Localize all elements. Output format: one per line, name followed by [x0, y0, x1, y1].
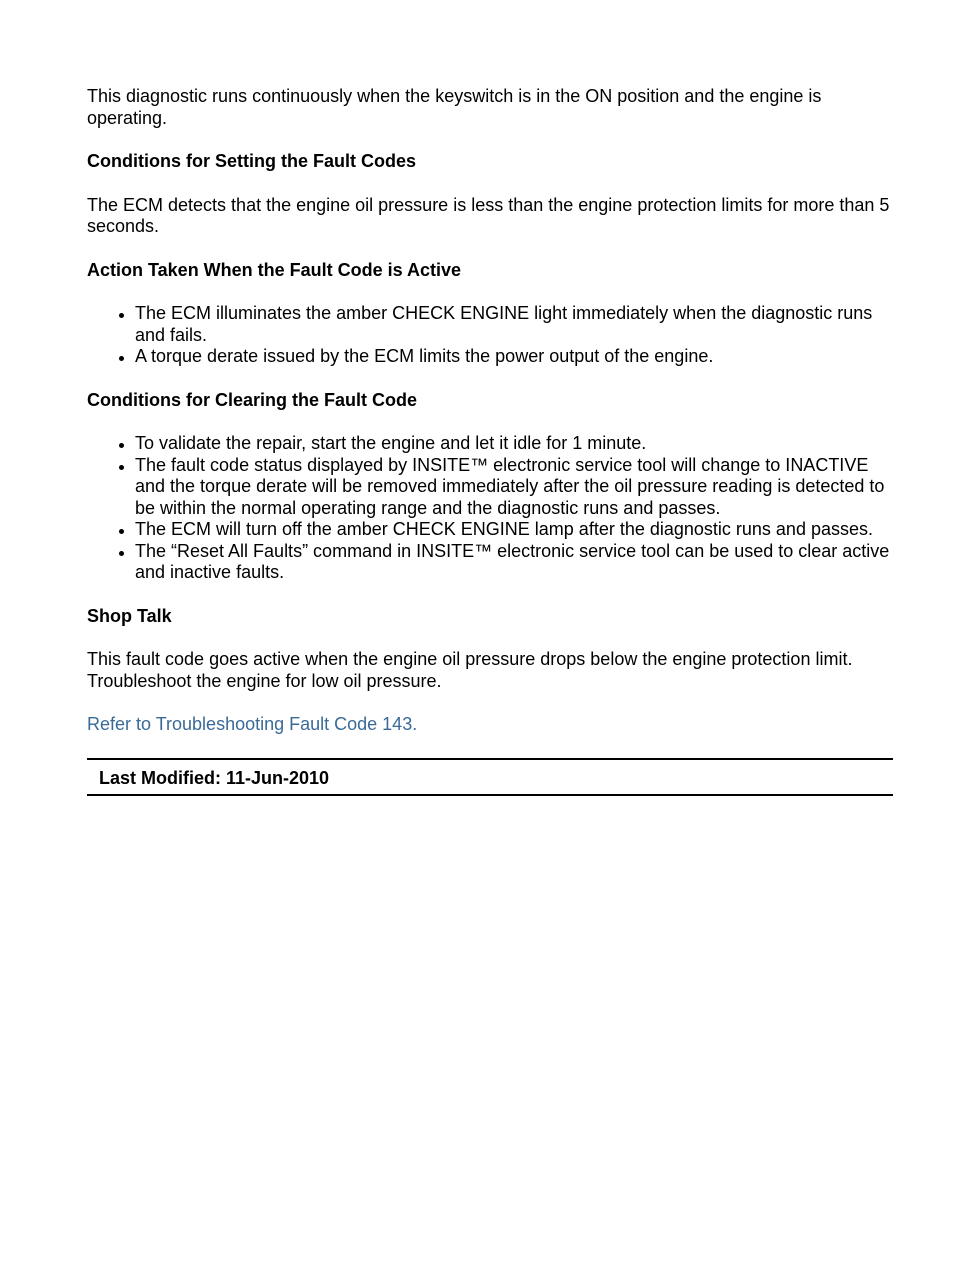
action-list — [87, 303, 893, 368]
clearing-list — [87, 433, 893, 584]
document-body — [87, 86, 893, 796]
shop-talk-paragraph: This fault code goes active when the engine oil pressure drops below the engine protection limit. Troubleshoot the engine for low oil pressure. — [87, 649, 853, 691]
reference-paragraph — [87, 714, 893, 736]
last-modified-bar: Last Modified: 11-Jun-2010 — [87, 758, 893, 796]
shop-talk-heading: Shop Talk — [87, 605, 172, 626]
clearing-heading: Conditions for Clearing the Fault Code — [87, 389, 417, 410]
list-item: A torque derate issued by the ECM limits the power output of the engine. — [135, 346, 893, 368]
list-item: The “Reset All Faults” command in INSITE™ electronic service tool can be used to clear active and inactive faults. — [135, 541, 893, 584]
troubleshooting-link[interactable]: Refer to Troubleshooting Fault Code 143. — [87, 714, 418, 734]
setting-heading: Conditions for Setting the Fault Codes — [87, 151, 416, 171]
action-heading: Action Taken When the Fault Code is Active — [87, 259, 462, 280]
intro-paragraph: This diagnostic runs continuously when the keyswitch is in the ON position and the engine is operating. — [87, 86, 822, 128]
list-item: The ECM will turn off the amber CHECK ENGINE lamp after the diagnostic runs and passes. — [135, 519, 893, 541]
list-item: To validate the repair, start the engine and let it idle for 1 minute. — [135, 433, 893, 455]
list-item: The ECM illuminates the amber CHECK ENGINE light immediately when the diagnostic runs and fails. — [135, 303, 893, 346]
setting-paragraph: The ECM detects that the engine oil pressure is less than the engine protection limits for more than 5 seconds. — [87, 194, 890, 236]
list-item: The fault code status displayed by INSITE™ electronic service tool will change to INACTIVE and the torque derate will be removed immediately after the oil pressure reading is detected to be within the normal operating range and the diagnostic runs and passes. — [135, 455, 893, 520]
